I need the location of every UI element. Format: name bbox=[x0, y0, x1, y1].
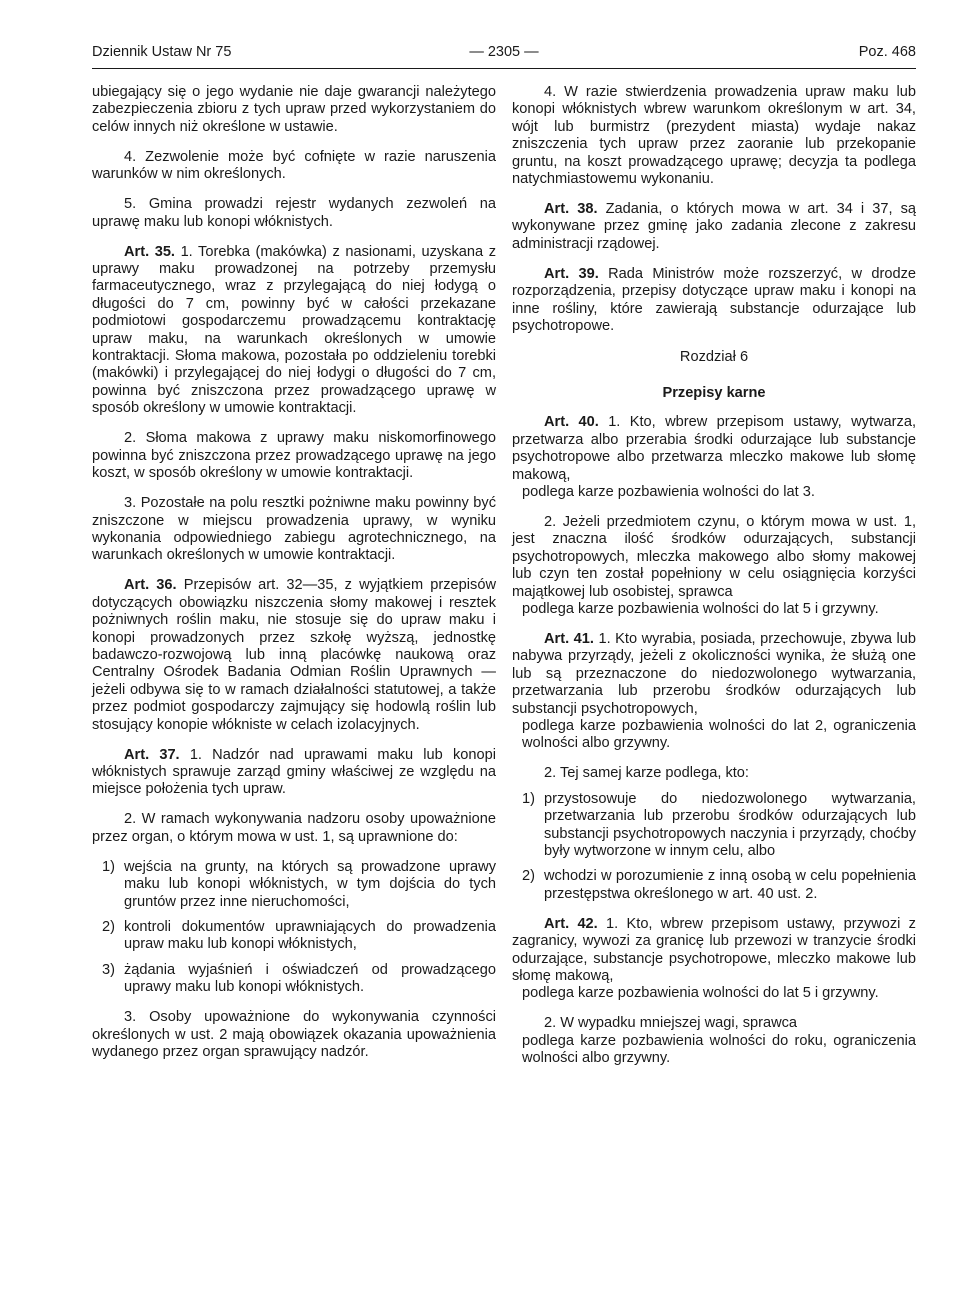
article-42 bbox=[512, 916, 916, 986]
article-35-section-2: 2. Słoma makowa z uprawy maku niskomorfinowego powinna być zniszczona przez prowadzącego uprawę na jego koszt, w sposób określony w umowie kontraktacji. bbox=[92, 430, 496, 482]
list-item-text: przystosowuje do niedozwolonego wytwarzania, przetwarzania lub przerobu środków odurzających lub substancji psychotropowych naczynia i przyrządy, choćby były wytworzone w innym celu, albo bbox=[544, 790, 916, 859]
list-item-text: wchodzi w porozumienie z inną osobą w celu popełnienia przestępstwa określonego w art. 40 ust. 2. bbox=[544, 868, 916, 902]
article-36 bbox=[92, 577, 496, 734]
article-39-text: Rada Ministrów może rozszerzyć, w drodze rozporządzenia, przepisy dotyczące upraw maku i konopi na inne rośliny, które zawierają substancje odurzające lub psychotropowe. bbox=[512, 265, 916, 335]
left-column bbox=[92, 84, 496, 1074]
article-35-text: 1. Torebka (makówka) z nasionami, uzyskana z uprawy maku prowadzonej na potrzeby przemysłu farmaceutycznego, wraz z przylegającą do niej łodygą o długości do 7 cm, powinny być w całości przekazane podmiotowi gospodarczemu prowadzącemu kontraktację upraw maku, na warunkach określonych w umowie kontraktacji. Słoma makowa, pozostała po oddzieleniu torebki (makówki) i przylegającej do niej łodygi o długości do 7 cm, powinna być zniszczona przez prowadzącego uprawę w sposób określony w umowie kontraktacji. bbox=[92, 243, 496, 417]
article-35-section-3: 3. Pozostałe na polu resztki pożniwne maku powinny być zniszczone w miejscu prowadzenia uprawy, w wyniku wykonania odpowiedniego zabiegu agrotechnicznego, na warunkach określonych w umowie kontraktacji. bbox=[92, 495, 496, 564]
journal-title: Dziennik Ustaw Nr 75 bbox=[92, 44, 232, 60]
page-number: — 2305 — bbox=[469, 44, 539, 60]
paragraph-continuation: ubiegający się o jego wydanie nie daje gwarancji należytego zabezpieczenia zbioru z tych upraw przed wykorzystaniem do celów innych niż określone w ustawie. bbox=[92, 84, 496, 135]
paragraph-4: 4. Zezwolenie może być cofnięte w razie naruszenia warunków w nim określonych. bbox=[92, 148, 496, 183]
article-39-label: Art. 39. bbox=[544, 265, 599, 282]
article-41 bbox=[512, 631, 916, 718]
article-37-label: Art. 37. bbox=[124, 746, 180, 763]
article-41-label: Art. 41. bbox=[544, 630, 594, 647]
running-header bbox=[92, 44, 916, 69]
article-37-section-3: 3. Osoby upoważnione do wykonywania czynności określonych w ust. 2 mają obowiązek okazania upoważnienia wydanego przez organ sprawujący nadzór. bbox=[92, 1009, 496, 1061]
list-item-number: 3) bbox=[102, 961, 115, 978]
penalty-clause: podlega karze pozbawienia wolności do lat 3. bbox=[522, 483, 815, 500]
article-39 bbox=[512, 266, 916, 336]
article-41-text: 1. Kto wyrabia, posiada, przechowuje, zbywa lub nabywa przyrządy, jeżeli z okoliczności wynika, że służą one lub są przeznaczone do niedozwolonego wytwarzania, przetwarzania lub przerobu środków odurzających lub substancji psychotropowych, bbox=[512, 630, 916, 717]
article-40-section-2: 2. Jeżeli przedmiotem czynu, o którym mowa w ust. 1, jest znaczna ilość środków odurzających, substancji psychotropowych, mleczka makowego albo słomy makowej lub czyn ten został popełniony w celu osiągnięcia korzyści majątkowej lub osobistej, sprawca bbox=[512, 513, 916, 600]
article-37-text: 1. Nadzór nad uprawami maku lub konopi włóknistych sprawuje zarząd gminy właściwej ze względu na miejsce położenia tych upraw. bbox=[92, 746, 496, 798]
article-37-section-2: 2. W ramach wykonywania nadzoru osoby upoważnione przez organ, o którym mowa w ust. 1, są uprawnione do: bbox=[92, 811, 496, 845]
penalty-clause: podlega karze pozbawienia wolności do lat 5 i grzywny. bbox=[522, 600, 879, 617]
article-42-label: Art. 42. bbox=[544, 915, 598, 932]
article-38-label: Art. 38. bbox=[544, 201, 598, 218]
list-item bbox=[512, 791, 916, 861]
paragraph-4-right: 4. W razie stwierdzenia prowadzenia upraw maku lub konopi włóknistych wbrew warunkom określonym w art. 34, wójt lub burmistrz (prezydent miasta) wydaje nakaz zniszczenia tych upraw przez zaoranie lub przekopanie gruntu, na koszt prowadzącego uprawę; decyzja ta podlega natychmiastowemu wykonaniu. bbox=[512, 84, 916, 188]
article-40 bbox=[512, 414, 916, 484]
list-item-text: żądania wyjaśnień i oświadczeń od prowadzącego uprawy maku lub konopi włóknistych. bbox=[124, 961, 496, 996]
penalty-clause: podlega karze pozbawienia wolności do lat 5 i grzywny. bbox=[522, 985, 879, 1002]
chapter-title: Przepisy karne bbox=[662, 384, 766, 401]
right-column bbox=[512, 84, 916, 1080]
article-37 bbox=[92, 747, 496, 799]
list-item-number: 2) bbox=[102, 919, 115, 935]
article-35 bbox=[92, 244, 496, 418]
penalty-clause: podlega karze pozbawienia wolności do lat 2, ograniczenia wolności albo grzywny. bbox=[522, 717, 916, 752]
position-number: Poz. 468 bbox=[858, 44, 916, 60]
list-item-text: kontroli dokumentów uprawniających do prowadzenia upraw maku lub konopi włóknistych, bbox=[124, 919, 496, 953]
list-item bbox=[92, 859, 496, 911]
list-item-number: 1) bbox=[522, 790, 535, 807]
article-36-label: Art. 36. bbox=[124, 577, 177, 594]
list-item bbox=[92, 919, 496, 954]
list-item bbox=[512, 868, 916, 903]
article-38 bbox=[512, 201, 916, 253]
article-40-label: Art. 40. bbox=[544, 414, 599, 431]
list-item-number: 2) bbox=[522, 868, 535, 885]
article-40-text: 1. Kto, wbrew przepisom ustawy, wytwarza, przetwarza albo przerabia środki odurzające lub substancje psychotropowe albo przetwarza mleczko makowe lub słomę makową, bbox=[512, 414, 916, 483]
article-42-section-2: 2. W wypadku mniejszej wagi, sprawca bbox=[544, 1015, 798, 1032]
article-35-label: Art. 35. bbox=[124, 243, 175, 260]
list-item-number: 1) bbox=[102, 858, 115, 875]
article-42-text: 1. Kto, wbrew przepisom ustawy, przywozi z zagranicy, wywozi za granicę lub przewozi w tranzycie środki odurzające, substancje psychotropowe, mleczko makowe lub słomę makową, bbox=[512, 915, 916, 985]
penalty-clause: podlega karze pozbawienia wolności do roku, ograniczenia wolności albo grzywny. bbox=[522, 1032, 916, 1067]
list-item-text: wejścia na grunty, na których są prowadzone uprawy maku lub konopi włóknistych, w tym dojścia do tych gruntów przez inne nieruchomości, bbox=[124, 858, 496, 910]
article-41-section-2: 2. Tej samej karze podlega, kto: bbox=[544, 765, 749, 782]
article-36-text: Przepisów art. 32—35, z wyjątkiem przepisów dotyczących obowiązku niszczenia słomy makowej i resztek pożniwnych roślin maku, nie stosuje się do upraw maku i konopi prowadzonych przez szkołę wyższą, jednostkę badawczo-rozwojową lub inną placówkę naukową oraz Centralny Ośrodek Badania Odmian Roślin Uprawnych — jeżeli odbywa się to w ramach działalności statutowej, a także przez podmiot gospodarczy zajmujący się hodowlą roślin lub stosujący konopie włókniste w celach izolacyjnych. bbox=[92, 577, 496, 733]
paragraph-5: 5. Gmina prowadzi rejestr wydanych zezwoleń na uprawę maku lub konopi włóknistych. bbox=[92, 196, 496, 230]
article-38-text: Zadania, o których mowa w art. 34 i 37, są wykonywane przez gminę jako zadania zlecone z zakresu administracji rządowej. bbox=[512, 201, 916, 252]
chapter-number: Rozdział 6 bbox=[679, 349, 749, 366]
list-item bbox=[92, 962, 496, 997]
